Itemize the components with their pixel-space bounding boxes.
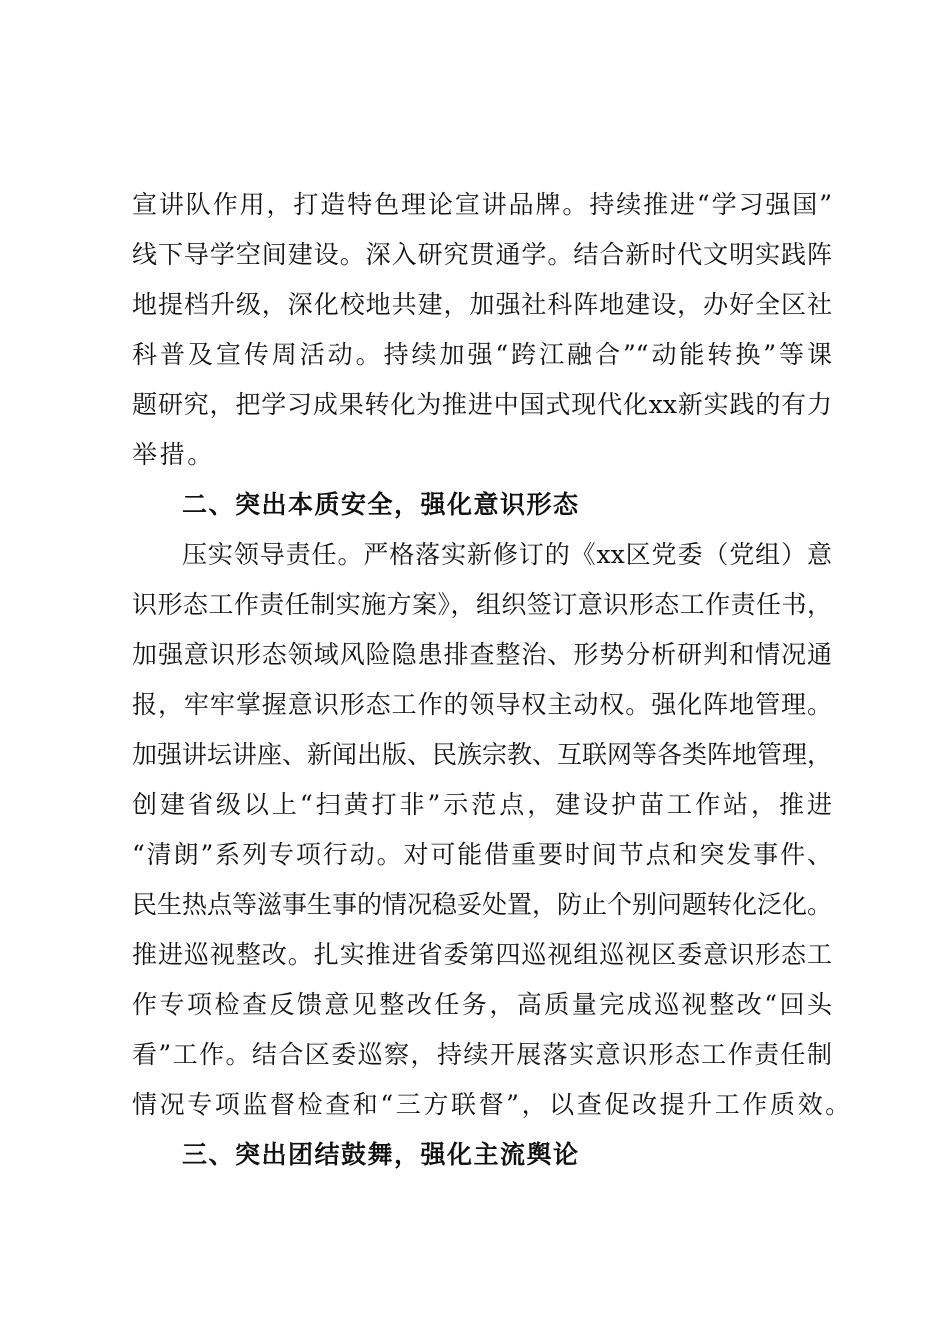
text-line: 加强意识形态领域风险隐患排查整治、形势分析研判和情况通 [132,640,832,669]
text-line: 地提档升级，深化校地共建，加强社科阵地建设，办好全区社 [132,290,832,319]
text-line: 报，牢牢掌握意识形态工作的领导权主动权。强化阵地管理。 [132,690,832,719]
section-heading-3: 三、突出团结鼓舞，强化主流舆论 [182,1140,580,1169]
text-line: 宣讲队作用，打造特色理论宣讲品牌。持续推进“学习强国” [132,190,832,219]
text-line: 题研究，把学习成果转化为推进中国式现代化xx新实践的有力 [132,390,832,419]
text-line: 推进巡视整改。扎实推进省委第四巡视组巡视区委意识形态工 [132,940,832,969]
text-line: 作专项检查反馈意见整改任务，高质量完成巡视整改“回头 [132,990,832,1019]
section-heading-2: 二、突出本质安全，强化意识形态 [182,490,580,519]
text-line: “清朗”系列专项行动。对可能借重要时间节点和突发事件、 [132,840,832,869]
text-line: 科普及宣传周活动。持续加强“跨江融合”“动能转换”等课 [132,340,832,369]
paragraph-first-line: 压实领导责任。严格落实新修订的《xx区党委（党组）意 [182,540,832,569]
text-line-last: 举措。 [132,440,215,469]
text-line: 线下导学空间建设。深入研究贯通学。结合新时代文明实践阵 [132,240,832,269]
text-line: 加强讲坛讲座、新闻出版、民族宗教、互联网等各类阵地管理， [132,740,833,769]
text-line: 民生热点等滋事生事的情况稳妥处置，防止个别问题转化泛化。 [132,890,833,919]
text-line: 看”工作。结合区委巡察，持续开展落实意识形态工作责任制 [132,1040,832,1069]
text-line: 创建省级以上“扫黄打非”示范点，建设护苗工作站，推进 [132,790,832,819]
text-line-last: 情况专项监督检查和“三方联督”，以查促改提升工作质效。 [132,1090,853,1119]
text-line: 识形态工作责任制实施方案》，组织签订意识形态工作责任书， [132,590,832,619]
